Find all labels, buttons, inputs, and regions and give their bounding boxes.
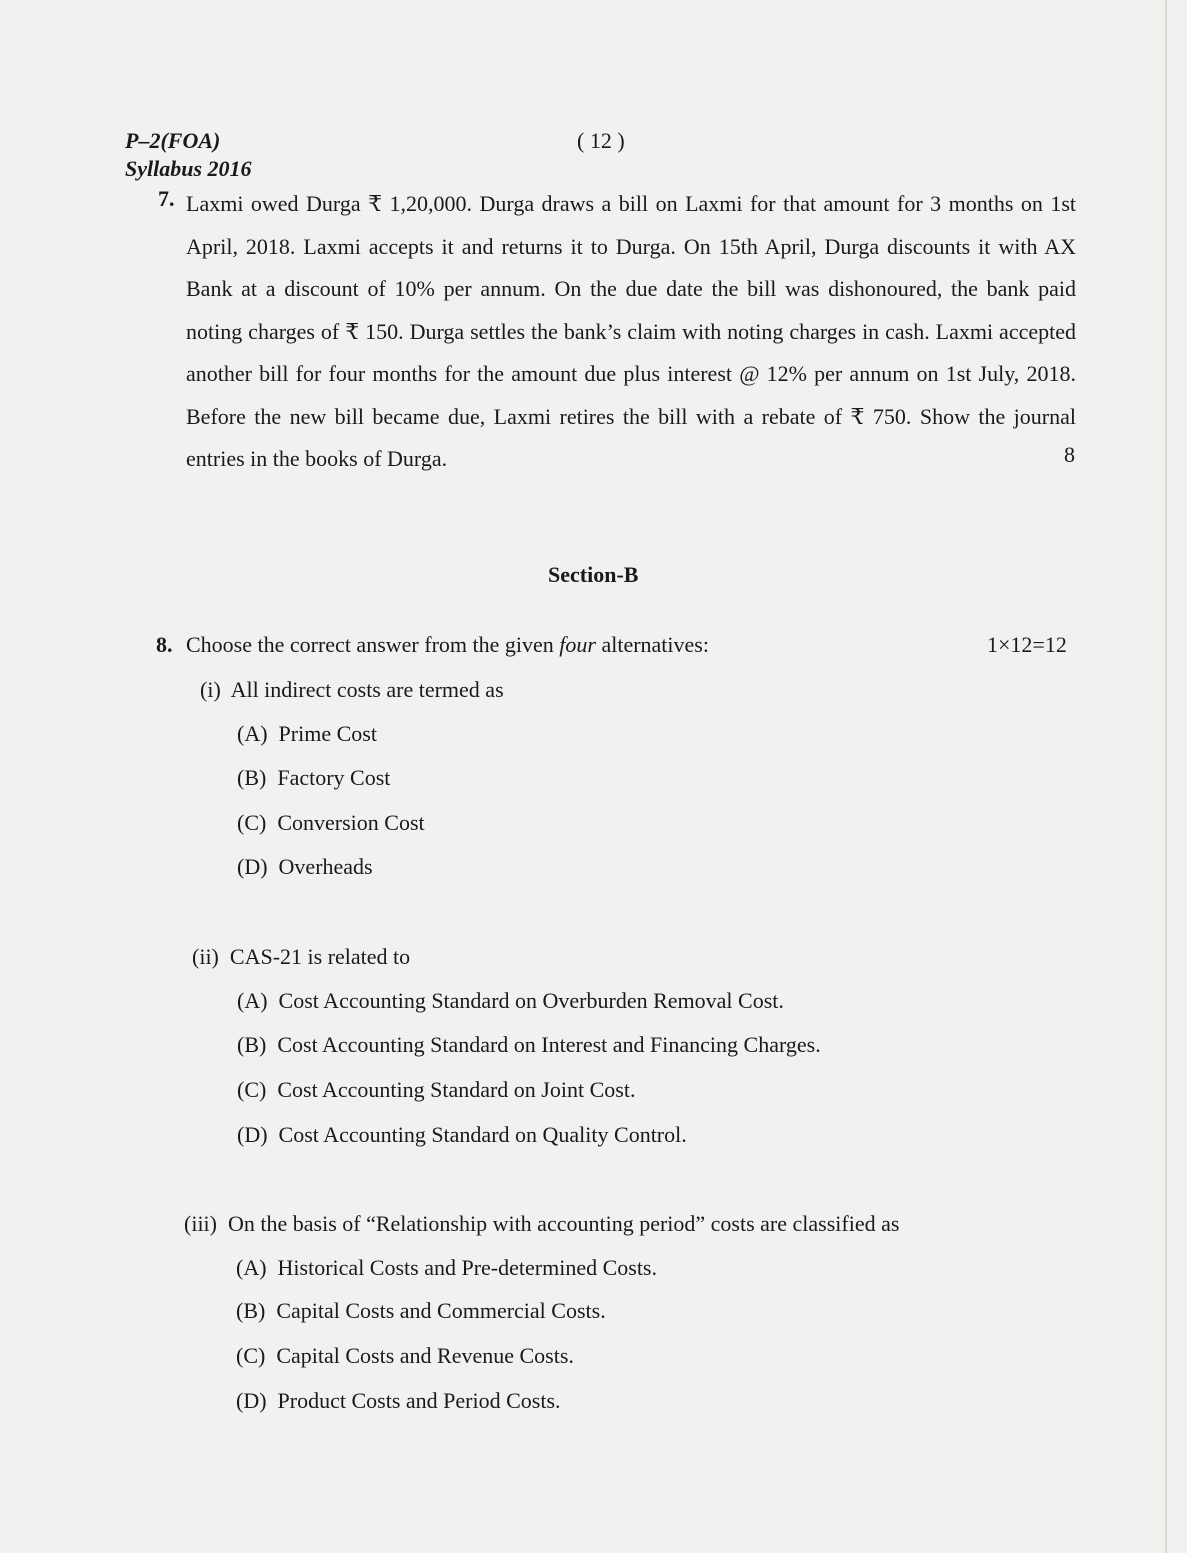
question-7-text: Laxmi owed Durga ₹ 1,20,000. Durga draws a bill on Laxmi for that amount for 3 months on 1st April, 2018. Laxmi accepts it and returns it to Durga. On 15th April, Durga discounts it with AX Bank at a discount of 10% per annum. On the due date the bill was dishonoured, the bank paid noting charges of ₹ 150. Durga settles the bank’s claim with noting charges in cash. Laxmi accepted another bill for four months for the amount due plus interest @ 12% per annum on 1st July, 2018. Before the new bill became due, Laxmi retires the bill with a rebate of ₹ 750. Show the journal entries in the books of Durga. bbox=[186, 191, 1076, 471]
subquestion-label: (iii) bbox=[184, 1211, 217, 1236]
option-text: Cost Accounting Standard on Overburden Removal Cost. bbox=[278, 988, 784, 1013]
subquestion-text: CAS-21 is related to bbox=[229, 944, 411, 969]
question-7-number: 7. bbox=[158, 186, 175, 211]
option-iii-c bbox=[236, 1343, 574, 1369]
option-label: (B) bbox=[237, 765, 267, 790]
option-label: (D) bbox=[236, 1388, 267, 1413]
option-text: Prime Cost bbox=[278, 721, 377, 746]
option-label: (C) bbox=[236, 1343, 266, 1368]
option-iii-a bbox=[236, 1255, 657, 1281]
option-ii-c bbox=[237, 1077, 635, 1103]
scan-edge-divider bbox=[1165, 0, 1167, 1553]
option-i-a bbox=[237, 721, 377, 747]
subquestion-text: All indirect costs are termed as bbox=[230, 677, 504, 702]
option-iii-b bbox=[236, 1298, 606, 1324]
section-title: Section-B bbox=[548, 562, 639, 587]
option-text: Cost Accounting Standard on Interest and Financing Charges. bbox=[277, 1032, 821, 1057]
option-label: (B) bbox=[236, 1298, 266, 1323]
stem-part: alternatives: bbox=[595, 632, 709, 657]
option-label: (C) bbox=[237, 810, 267, 835]
option-i-b bbox=[237, 765, 390, 791]
option-label: (A) bbox=[236, 1255, 267, 1280]
option-text: Overheads bbox=[278, 854, 373, 879]
subquestion-label: (ii) bbox=[192, 944, 219, 969]
question-8-number: 8. bbox=[156, 632, 173, 657]
option-text: Capital Costs and Revenue Costs. bbox=[276, 1343, 574, 1368]
option-label: (A) bbox=[237, 988, 268, 1013]
option-text: Cost Accounting Standard on Joint Cost. bbox=[277, 1077, 636, 1102]
question-7-marks: 8 bbox=[1064, 442, 1075, 467]
option-text: Capital Costs and Commercial Costs. bbox=[276, 1298, 606, 1323]
subquestion-i bbox=[200, 677, 504, 703]
option-text: Factory Cost bbox=[277, 765, 391, 790]
question-8-stem bbox=[186, 632, 709, 658]
option-text: Conversion Cost bbox=[277, 810, 425, 835]
option-label: (D) bbox=[237, 1122, 268, 1147]
paper-code: P–2(FOA) bbox=[125, 128, 221, 153]
syllabus-label: Syllabus 2016 bbox=[125, 156, 252, 181]
subquestion-label: (i) bbox=[200, 677, 221, 702]
stem-part: Choose the correct answer from the given bbox=[186, 632, 560, 657]
option-iii-d bbox=[236, 1388, 561, 1414]
option-label: (B) bbox=[237, 1032, 267, 1057]
stem-italic: four bbox=[559, 632, 596, 657]
option-i-c bbox=[237, 810, 425, 836]
option-text: Historical Costs and Pre-determined Costs. bbox=[277, 1255, 657, 1280]
page-number: ( 12 ) bbox=[577, 128, 625, 153]
subquestion-iii bbox=[184, 1211, 899, 1237]
option-text: Product Costs and Period Costs. bbox=[277, 1388, 561, 1413]
subquestion-ii bbox=[192, 944, 410, 970]
option-i-d bbox=[237, 854, 373, 880]
subquestion-text: On the basis of “Relationship with accounting period” costs are classified as bbox=[228, 1211, 900, 1236]
option-ii-a bbox=[237, 988, 784, 1014]
question-8-marks: 1×12=12 bbox=[987, 632, 1067, 657]
option-label: (D) bbox=[237, 854, 268, 879]
option-label: (A) bbox=[237, 721, 268, 746]
option-label: (C) bbox=[237, 1077, 267, 1102]
option-text: Cost Accounting Standard on Quality Control. bbox=[278, 1122, 687, 1147]
option-ii-d bbox=[237, 1122, 687, 1148]
option-ii-b bbox=[237, 1032, 821, 1058]
